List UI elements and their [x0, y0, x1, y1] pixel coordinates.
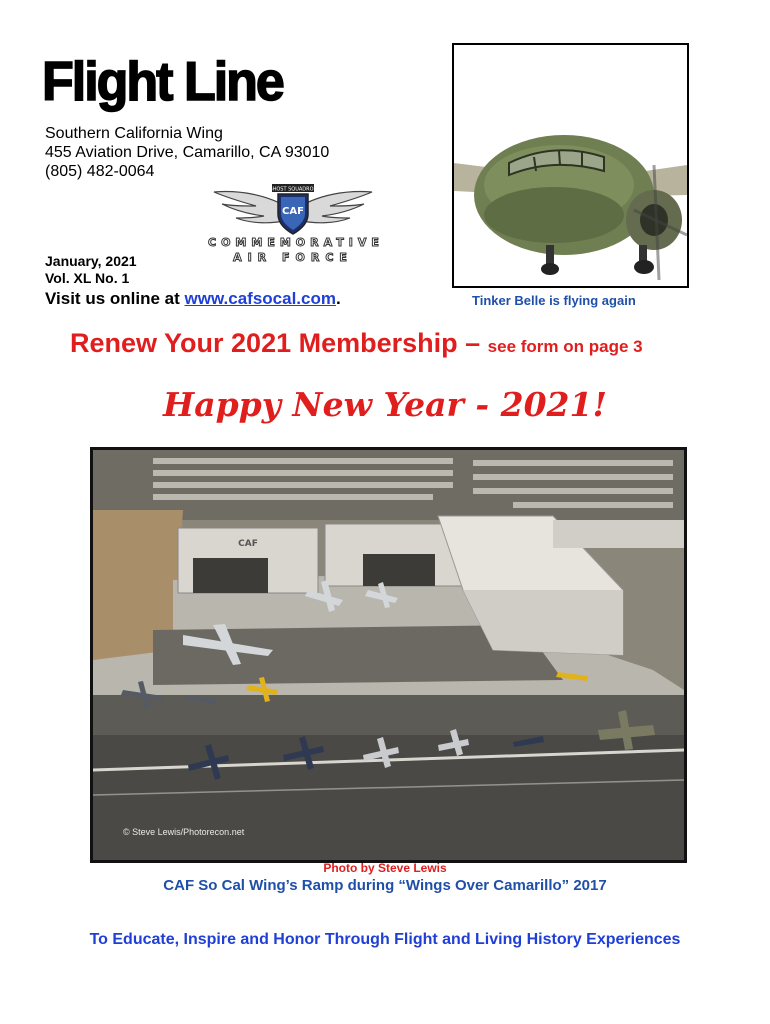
logo-badge-text: CAF — [282, 206, 304, 217]
website-line — [45, 289, 341, 309]
aircraft-photo-icon — [454, 45, 687, 286]
tinker-belle-photo — [452, 43, 689, 288]
renew-membership-banner — [70, 328, 643, 359]
renew-headline: Renew Your 2021 Membership – — [70, 328, 488, 358]
issue-info — [45, 253, 137, 287]
logo-banner-text: GHOST SQUADRON — [268, 186, 318, 193]
photo-credit: Photo by Steve Lewis — [323, 861, 447, 875]
cover-photo-caption: Tinker Belle is flying again — [472, 293, 636, 308]
caf-wings-icon — [208, 180, 378, 238]
org-name: Southern California Wing — [45, 125, 223, 142]
website-prefix: Visit us online at — [45, 289, 185, 308]
issue-date: January, 2021 — [45, 253, 137, 269]
photo-watermark: © Steve Lewis/Photorecon.net — [123, 827, 245, 837]
logo-line-1: COMMEMORATIVE — [208, 236, 384, 249]
website-suffix: . — [335, 289, 341, 308]
renew-note: see form on page 3 — [487, 337, 643, 356]
org-address: 455 Aviation Drive, Camarillo, CA 93010 — [45, 144, 330, 161]
main-photo-caption: CAF So Cal Wing’s Ramp during “Wings Over Camarillo” 2017 — [163, 877, 607, 894]
logo-line-2: AIR FORCE — [233, 251, 353, 264]
ramp-aerial-photo — [90, 447, 687, 863]
org-phone: (805) 482-0064 — [45, 163, 155, 180]
website-link[interactable]: www.cafsocal.com — [184, 289, 336, 308]
greeting-headline: Happy New Year - 2021! — [163, 385, 607, 424]
hangar-label: CAF — [238, 539, 258, 549]
newsletter-title: Flight Line — [42, 51, 283, 113]
mission-statement: To Educate, Inspire and Honor Through Flight and Living History Experiences — [89, 931, 681, 948]
airfield-photo-icon — [93, 450, 684, 860]
issue-volume: Vol. XL No. 1 — [45, 270, 130, 286]
org-address-block — [45, 124, 329, 181]
caf-logo — [208, 180, 384, 270]
